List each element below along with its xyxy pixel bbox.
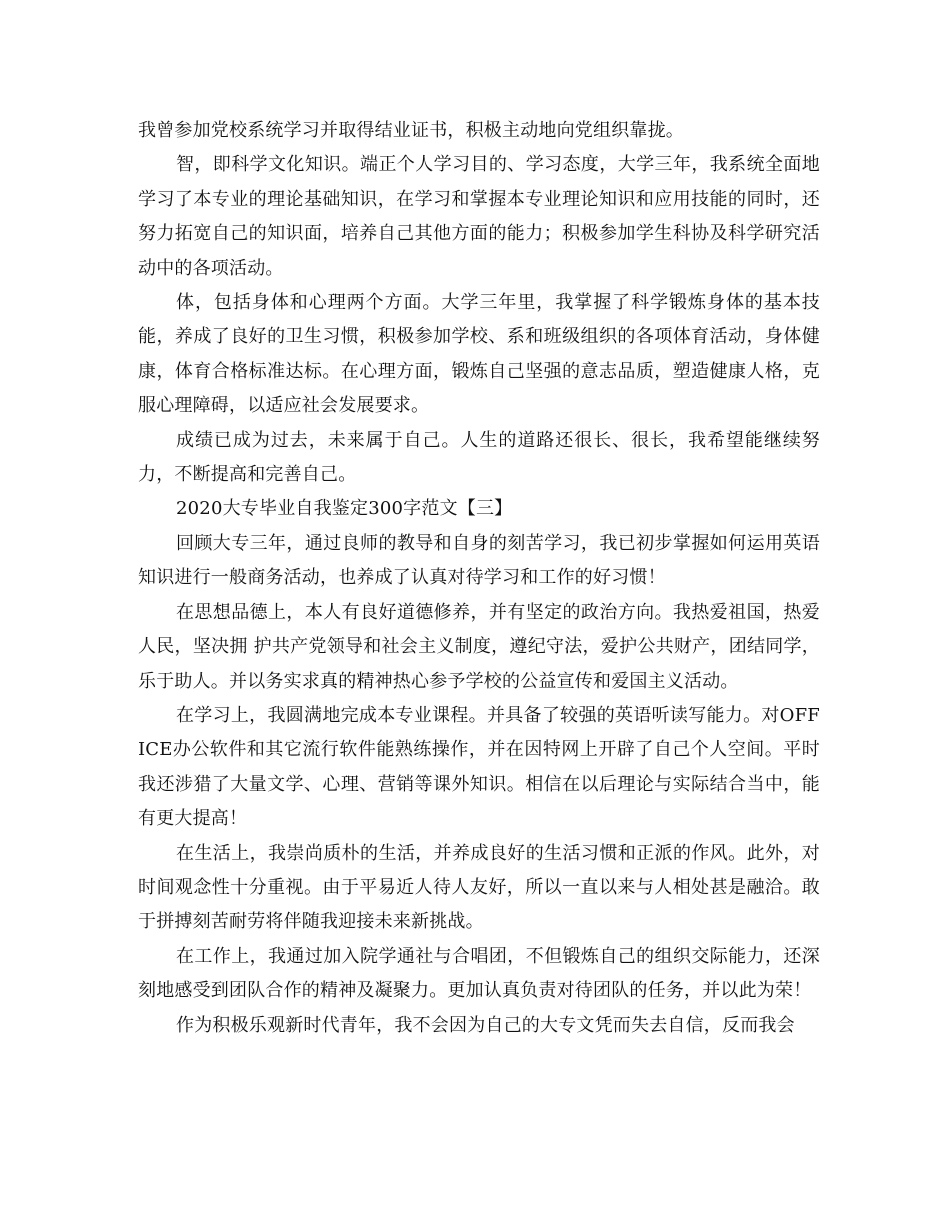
document-body xyxy=(138,114,820,1043)
paragraph-10: 在工作上，我通过加入院学通社与合唱团，不但锻炼自己的组织交际能力，还深刻地感受到团队合作的精神及凝聚力。更加认真负责对待团队的任务，并以此为荣！ xyxy=(138,945,820,1002)
paragraph-1: 我曾参加党校系统学习并取得结业证书，积极主动地向党组织靠拢。 xyxy=(138,120,684,141)
paragraph-3: 体，包括身体和心理两个方面。大学三年里，我掌握了科学锻炼身体的基本技能，养成了良好的卫生习惯，积极参加学校、系和班级组织的各项体育活动，身体健康，体育合格标准达标。在心理方面，锻炼自己坚强的意志品质，塑造健康人格，克服心理障碍，以适应社会发展要求。 xyxy=(138,292,820,417)
paragraph-9: 在生活上，我崇尚质朴的生活，并养成良好的生活习惯和正派的作风。此外，对时间观念性十分重视。由于平易近人待人友好，所以一直以来与人相处甚是融洽。敢于拼搏刻苦耐劳将伴随我迎接未来新挑战。 xyxy=(138,842,820,933)
paragraph-6: 回顾大专三年，通过良师的教导和自身的刻苦学习，我已初步掌握如何运用英语知识进行一般商务活动，也养成了认真对待学习和工作的好习惯！ xyxy=(138,532,820,589)
section-heading: 2020大专毕业自我鉴定300字范文【三】 xyxy=(176,498,513,520)
paragraph-11: 作为积极乐观新时代青年，我不会因为自己的大专文凭而失去自信，反而我会 xyxy=(176,1014,795,1036)
paragraph-8: 在学习上，我圆满地完成本专业课程。并具备了较强的英语听读写能力。对OFFICE办公软件和其它流行软件能熟练操作，并在因特网上开辟了自己个人空间。平时我还涉猎了大量文学、心理、营销等课外知识。相信在以后理论与实际结合当中，能有更大提高！ xyxy=(138,704,820,830)
paragraph-2: 智，即科学文化知识。端正个人学习目的、学习态度，大学三年，我系统全面地学习了本专业的理论基础知识，在学习和掌握本专业理论知识和应用技能的同时，还努力拓宽自己的知识面，培养自己其他方面的能力；积极参加学生科协及科学研究活动中的各项活动。 xyxy=(138,154,820,279)
paragraph-7: 在思想品德上，本人有良好道德修养，并有坚定的政治方向。我热爱祖国，热爱人民，坚决拥 护共产党领导和社会主义制度，遵纪守法，爱护公共财产，团结同学，乐于助人。并以务实求真的精神热心参予学校的公益宣传和爱国主义活动。 xyxy=(138,601,820,692)
paragraph-4: 成绩已成为过去，未来属于自己。人生的道路还很长、很长，我希望能继续努力，不断提高和完善自己。 xyxy=(138,429,820,486)
